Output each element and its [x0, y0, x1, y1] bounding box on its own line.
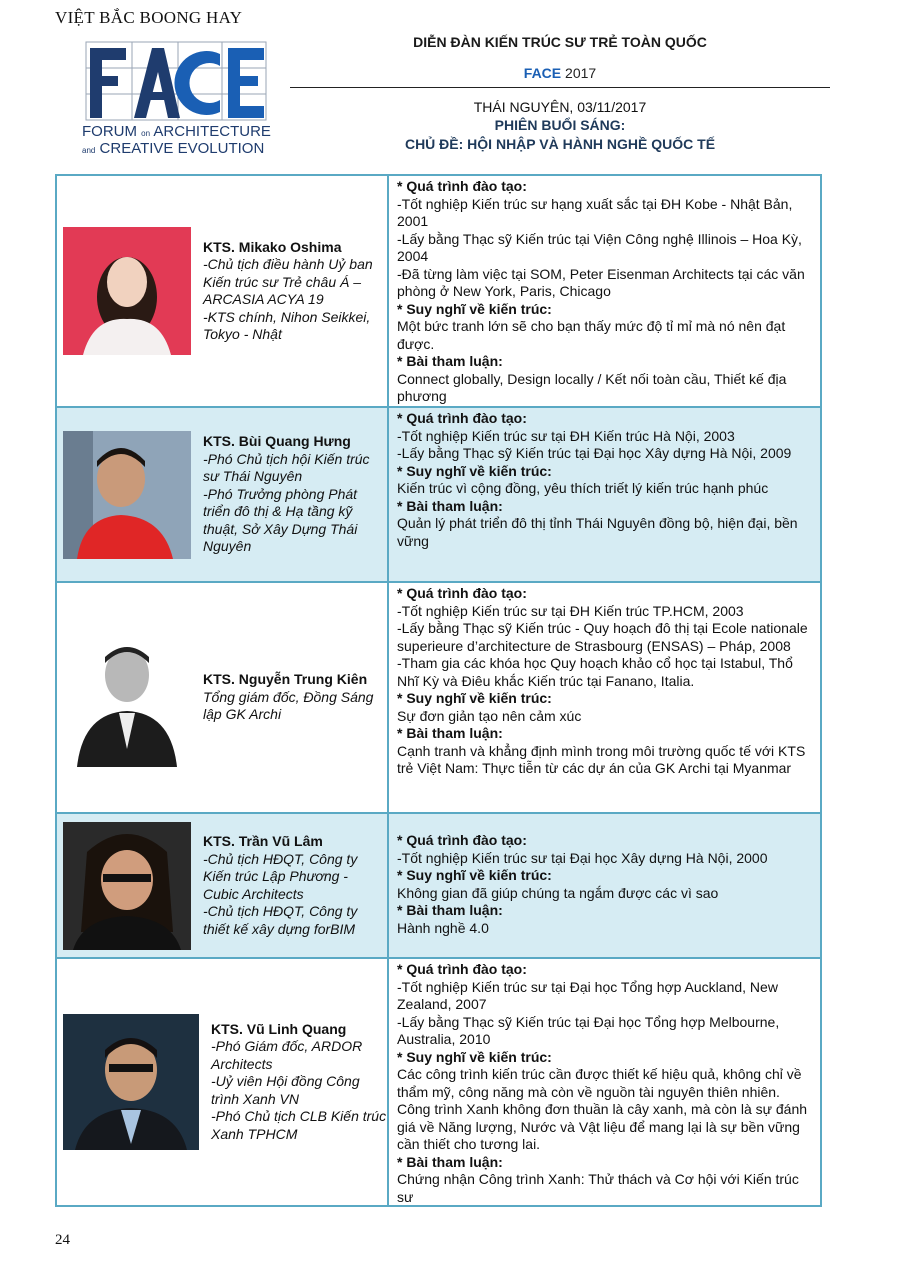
thought-label: * Suy nghĩ về kiến trúc:	[397, 867, 552, 883]
speaker-name: KTS. Mikako Oshima	[203, 238, 342, 255]
talk-text: Cạnh tranh và khẳng định mình trong môi trường quốc tế với KTS trẻ Việt Nam: Thực tiễn từ các dự án của GK Archi tại Myanmar	[397, 742, 806, 776]
table-row	[57, 583, 820, 814]
speaker-info	[57, 408, 389, 581]
speaker-role: Tổng giám đốc, Đồng Sáng lập GK Archi	[203, 688, 374, 723]
speaker-details	[389, 408, 820, 581]
training-item: -Lấy bằng Thạc sỹ Kiến trúc - Quy hoạch đô thị tại Ecole nationale superieure d’architecture de Strasbourg (ENSAS) – Pháp, 2008	[397, 620, 808, 654]
talk-label: * Bài tham luận:	[397, 902, 503, 918]
thought-label: * Suy nghĩ về kiến trúc:	[397, 690, 552, 706]
forum-title: DIỄN ĐÀN KIẾN TRÚC SƯ TRẺ TOÀN QUỐC	[413, 34, 707, 50]
thought-label: * Suy nghĩ về kiến trúc:	[397, 462, 552, 479]
speaker-role: -Chủ tịch điều hành Uỷ ban Kiến trúc sư Trẻ châu Á – ARCASIA ACYA 19	[203, 256, 373, 307]
speaker-photo	[63, 431, 191, 559]
speaker-role: -Chủ tịch HĐQT, Công ty thiết kế xây dựng forBIM	[203, 903, 358, 937]
speakers-table	[55, 174, 822, 1207]
thought-label: * Suy nghĩ về kiến trúc:	[397, 300, 552, 317]
page-number: 24	[55, 1232, 70, 1248]
training-label: * Quá trình đào tạo:	[397, 585, 527, 601]
talk-label: * Bài tham luận:	[397, 497, 503, 514]
face-year-line	[290, 65, 830, 81]
year-label: 2017	[565, 65, 597, 81]
speaker-details	[389, 583, 820, 812]
talk-label: * Bài tham luận:	[397, 725, 503, 741]
talk-text: Connect globally, Design locally / Kết nối toàn cầu, Thiết kế địa phương	[397, 370, 787, 404]
table-row	[57, 959, 820, 1205]
thought-text: Một bức tranh lớn sẽ cho bạn thấy mức độ tỉ mỉ mà nó nên đạt được.	[397, 318, 786, 352]
talk-text: Quản lý phát triển đô thị tỉnh Thái Nguyên đồng bộ, hiện đại, bền vững	[397, 515, 798, 549]
speaker-info	[57, 814, 389, 957]
training-item: -Tốt nghiệp Kiến trúc sư tại ĐH Kiến trúc TP.HCM, 2003	[397, 602, 744, 619]
training-item: -Tốt nghiệp Kiến trúc sư tại Đại học Xây dựng Hà Nội, 2000	[397, 849, 768, 866]
speaker-info	[57, 583, 389, 812]
speaker-photo	[63, 1014, 199, 1150]
training-item: -Lấy bằng Thạc sỹ Kiến trúc tại Đại học Xây dựng Hà Nội, 2009	[397, 445, 792, 461]
training-label: * Quá trình đào tạo:	[397, 410, 527, 426]
training-item: -Tốt nghiệp Kiến trúc sư tại Đại học Tổng hợp Auckland, New Zealand, 2007	[397, 978, 778, 1012]
topic-title: CHỦ ĐỀ: HỘI NHẬP VÀ HÀNH NGHỀ QUỐC TẾ	[404, 136, 716, 152]
thought-text: Các công trình kiến trúc cần được thiết kế hiệu quả, không chỉ về thẩm mỹ, công năng mà còn về nguồn tài nguyên thiên nhiên. Công trình Xanh không đơn thuần là cây xanh, mà còn là sự đánh giá về Năng lượng, Nước và Vật liệu để mang lại là sự bền vững cần thiết cho tương lai.	[397, 1066, 808, 1152]
thought-text: Kiến trúc vì cộng đồng, yêu thích triết lý kiến trúc hạnh phúc	[397, 480, 769, 496]
speaker-role: -Phó Chủ tịch hội Kiến trúc sư Thái Nguyên	[203, 450, 370, 485]
header-top-left-text: VIỆT BẮC BOONG HAY	[55, 8, 243, 27]
speaker-details	[389, 814, 820, 957]
training-label: * Quá trình đào tạo:	[397, 178, 527, 194]
speaker-details	[389, 959, 820, 1205]
speaker-details	[389, 176, 820, 406]
training-label: * Quá trình đào tạo:	[397, 832, 527, 848]
header-divider	[290, 87, 830, 88]
speaker-photo	[63, 629, 191, 767]
speaker-name: KTS. Trần Vũ Lâm	[203, 833, 323, 849]
training-item: -Lấy bằng Thạc sỹ Kiến trúc tại Đại học Tổng hợp Melbourne, Australia, 2010	[397, 1013, 780, 1047]
training-item: -Tốt nghiệp Kiến trúc sư tại ĐH Kiến trúc Hà Nội, 2003	[397, 427, 735, 444]
speaker-info	[57, 959, 389, 1205]
speaker-name: KTS. Nguyễn Trung Kiên	[203, 671, 368, 688]
face-label: FACE	[523, 65, 562, 81]
training-item: -Tham gia các khóa học Quy hoạch khảo cổ học tại Istabul, Thổ Nhĩ Kỳ và Điêu khắc Kiến trúc tại Fanano, Italia.	[397, 655, 793, 689]
talk-text: Hành nghề 4.0	[397, 919, 489, 936]
table-row	[57, 176, 820, 408]
thought-label: * Suy nghĩ về kiến trúc:	[397, 1048, 552, 1065]
speaker-photo	[63, 227, 191, 355]
talk-label: * Bài tham luận:	[397, 353, 503, 369]
speaker-info	[57, 176, 389, 406]
logo-caption: FORUM on ARCHITECTURE and CREATIVE EVOLUTION	[82, 123, 271, 157]
session-title: PHIÊN BUỔI SÁNG:	[494, 117, 626, 133]
speaker-role: -Phó Trưởng phòng Phát triển đô thị & Hạ tầng kỹ thuật, Sở Xây Dựng Thái Nguyên	[203, 485, 358, 555]
table-row	[57, 408, 820, 583]
speaker-role: -Phó Chủ tịch CLB Kiến trúc Xanh TPHCM	[211, 1108, 387, 1142]
speaker-role: -Uỷ viên Hội đồng Công trình Xanh VN	[211, 1073, 360, 1107]
training-label: * Quá trình đào tạo:	[397, 961, 527, 977]
thought-text: Không gian đã giúp chúng ta ngắm được các vì sao	[397, 884, 719, 901]
talk-label: * Bài tham luận:	[397, 1153, 503, 1170]
training-item: -Lấy bằng Thạc sỹ Kiến trúc tại Viện Công nghệ Illinois – Hoa Kỳ, 2004	[397, 230, 802, 264]
training-item: -Tốt nghiệp Kiến trúc sư hạng xuất sắc tại ĐH Kobe - Nhật Bản, 2001	[397, 195, 793, 229]
talk-text: Chứng nhận Công trình Xanh: Thử thách và Cơ hội với Kiến trúc sư	[397, 1171, 799, 1205]
thought-text: Sự đơn giản tạo nên cảm xúc	[397, 707, 582, 724]
speaker-role: -Chủ tịch HĐQT, Công ty Kiến trúc Lập Phương - Cubic Architects	[203, 850, 358, 902]
training-item: -Đã từng làm việc tại SOM, Peter Eisenman Architects tại các văn phòng ở New York, Paris, Chicago	[397, 265, 805, 299]
event-date: THÁI NGUYÊN, 03/11/2017	[473, 99, 647, 115]
speaker-role: -Phó Giám đốc, ARDOR Architects	[211, 1038, 363, 1072]
speaker-name: KTS. Vũ Linh Quang	[211, 1020, 347, 1037]
table-row	[57, 814, 820, 959]
speaker-name: KTS. Bùi Quang Hưng	[203, 433, 351, 450]
speaker-role: -KTS chính, Nihon Seikkei, Tokyo - Nhật	[203, 308, 371, 342]
speaker-photo	[63, 822, 191, 950]
